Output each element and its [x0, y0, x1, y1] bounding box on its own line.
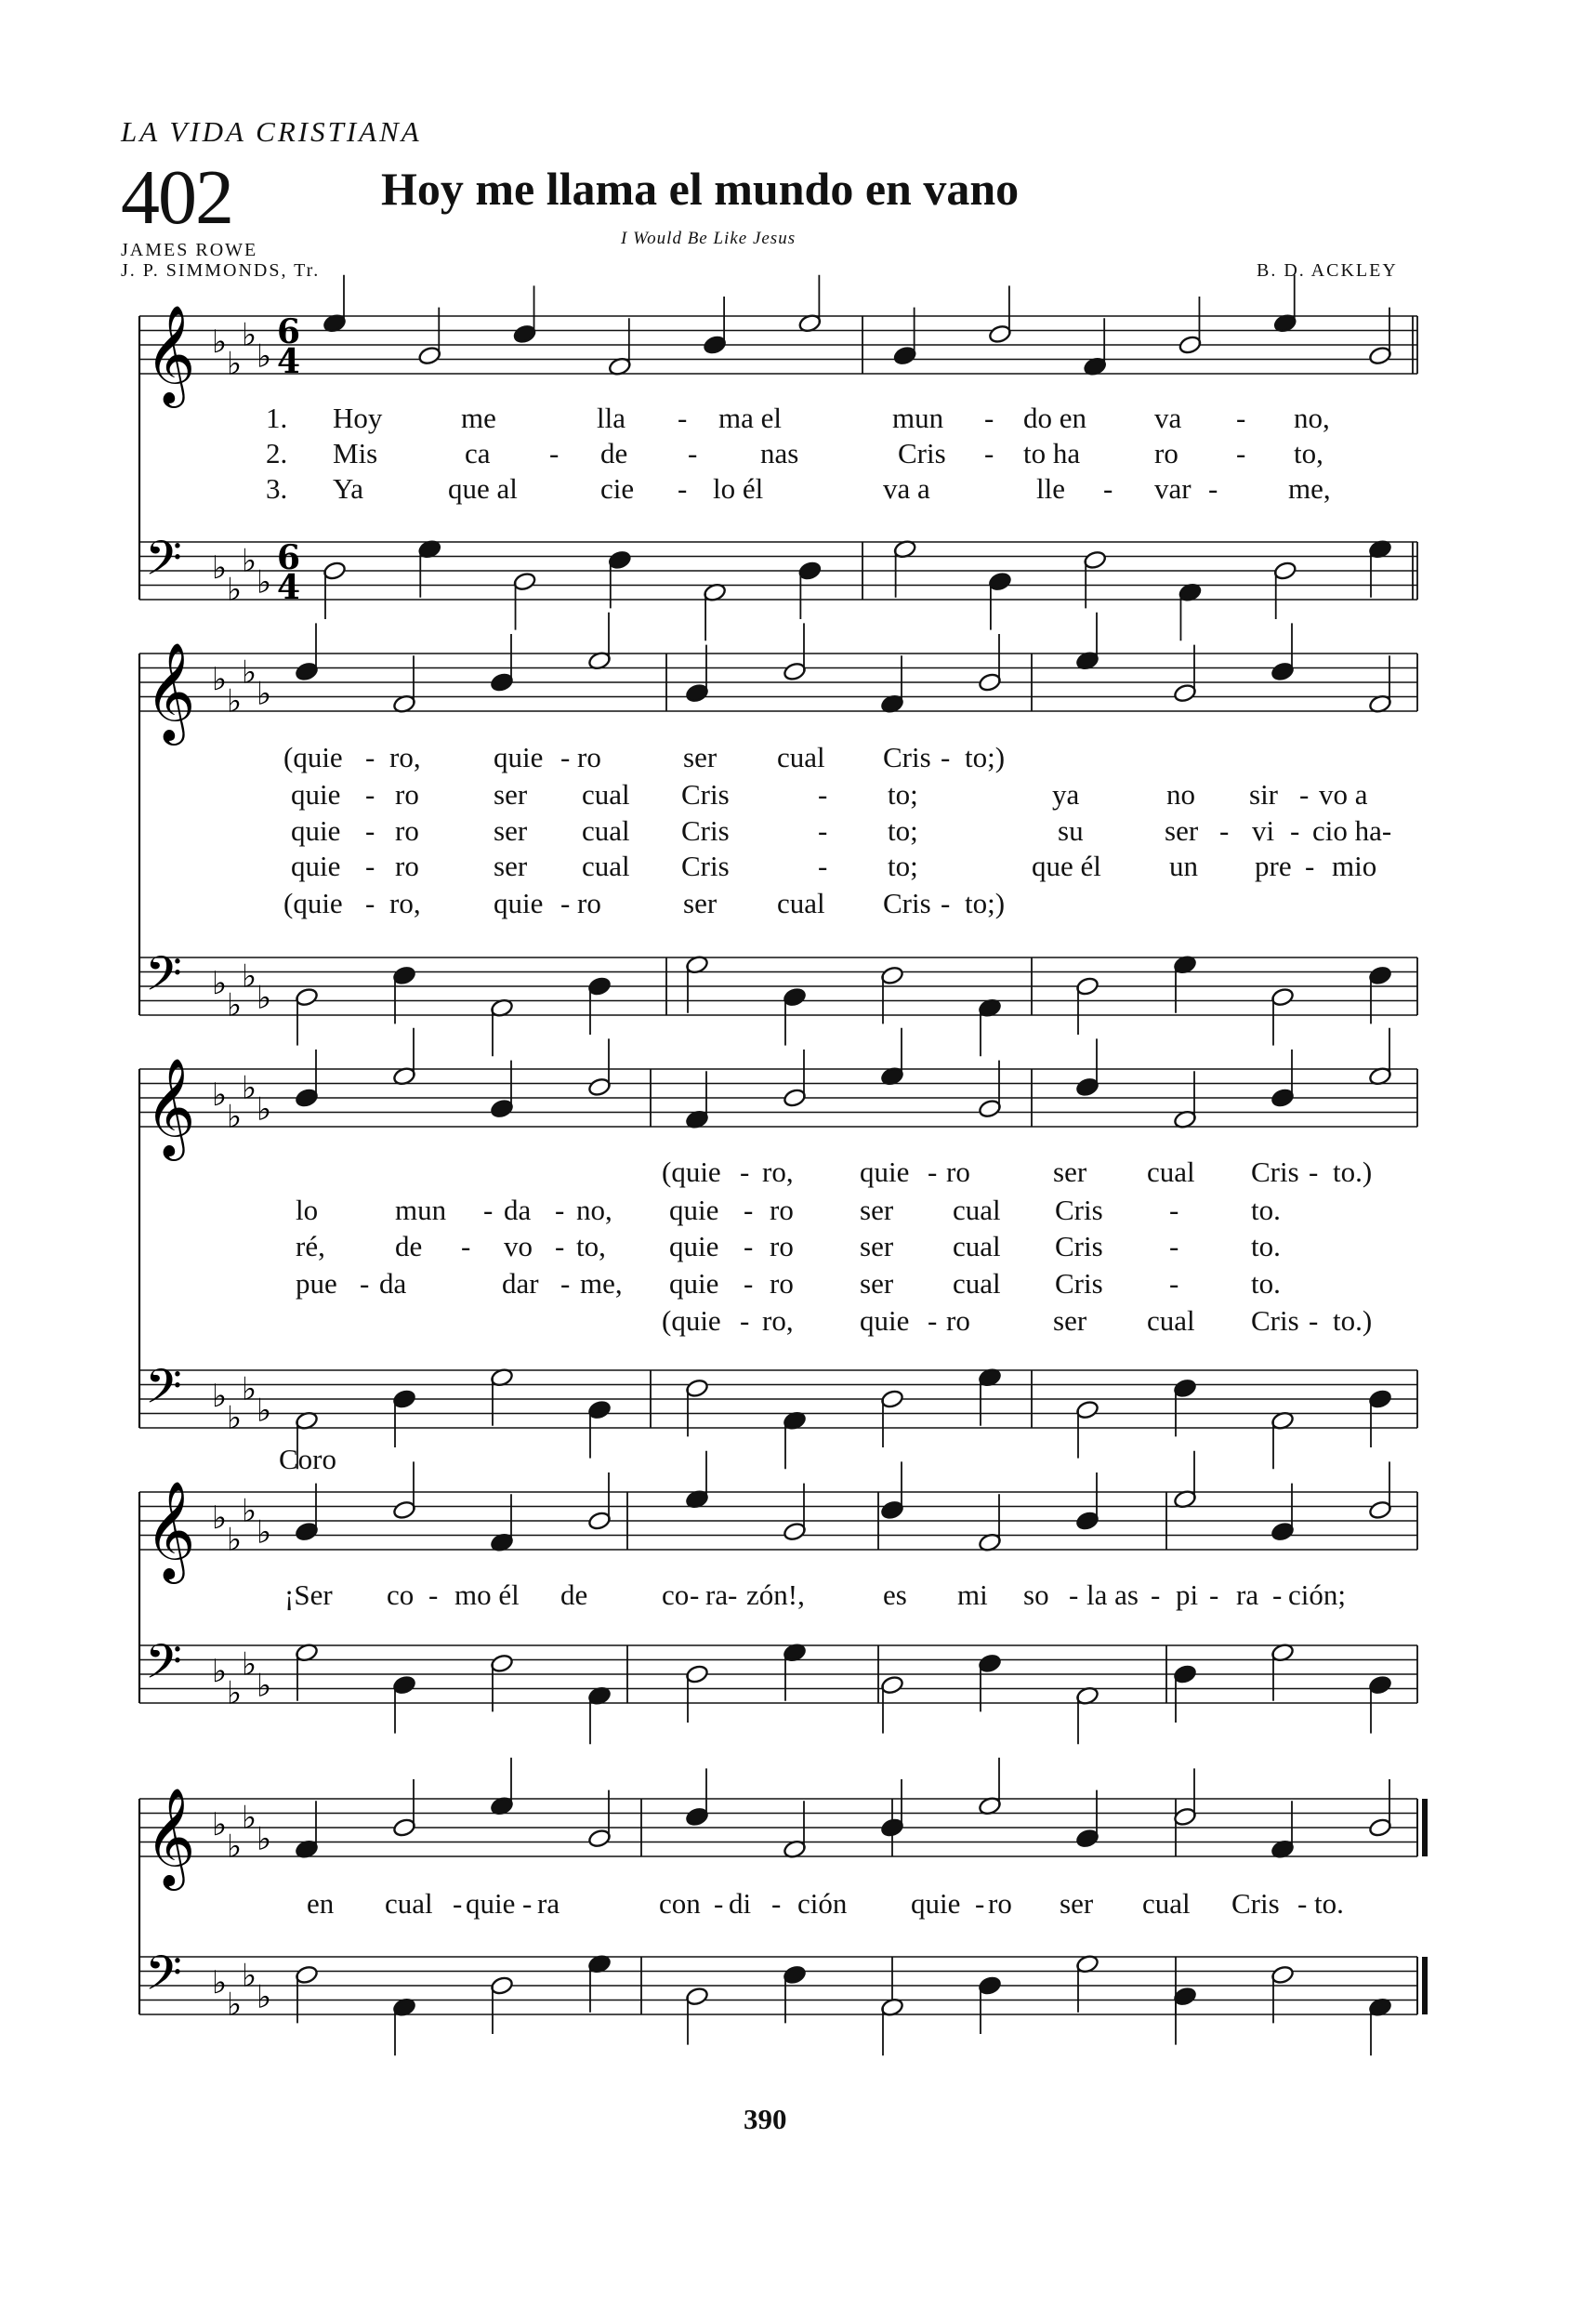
lyric-syllable: cual: [953, 1230, 1001, 1262]
lyric-syllable: -: [984, 402, 994, 434]
lyric-syllable: -: [1290, 814, 1300, 847]
flat-sign-icon: ♭: [212, 1806, 228, 1843]
lyric-syllable: Ya: [333, 472, 364, 505]
lyric-syllable: pue: [296, 1267, 337, 1300]
lyric-syllable: quie: [494, 741, 544, 773]
lyric-syllable: -: [714, 1887, 724, 1920]
lyric-syllable: va: [1154, 402, 1182, 434]
flat-sign-icon: ♭: [227, 1098, 243, 1136]
lyric-syllable: quie: [860, 1155, 910, 1188]
lyric-syllable: ro,: [762, 1304, 794, 1337]
lyric-syllable: -: [941, 741, 951, 773]
lyric-syllable: quie: [291, 814, 341, 847]
flat-sign-icon: ♭: [242, 1492, 257, 1530]
time-signature-bottom: 4: [277, 342, 301, 381]
lyric-syllable: ro: [946, 1155, 970, 1188]
lyric-syllable: to ha: [1023, 437, 1081, 469]
lyric-syllable: lo él: [713, 472, 764, 505]
lyric-syllable: ra: [705, 1578, 729, 1611]
lyric-syllable: mo él: [454, 1578, 520, 1611]
flat-sign-icon: ♭: [257, 563, 272, 601]
lyric-syllable: con: [659, 1887, 701, 1920]
flat-sign-icon: ♭: [212, 1499, 228, 1537]
flat-sign-icon: ♭: [212, 965, 228, 1002]
lyric-syllable: da: [379, 1267, 407, 1300]
lyric-syllable: quie: [466, 1887, 516, 1920]
lyric-syllable: -: [549, 437, 560, 469]
lyric-syllable: quie: [291, 850, 341, 882]
flat-sign-icon: ♭: [242, 1069, 257, 1107]
translator-credit: J. P. SIMMONDS, Tr.: [121, 260, 321, 281]
lyric-syllable: va a: [883, 472, 930, 505]
lyric-syllable: so: [1023, 1578, 1049, 1611]
lyric-syllable: de: [395, 1230, 423, 1262]
lyric-syllable: nas: [760, 437, 799, 469]
lyric-syllable: Cris: [1055, 1194, 1103, 1226]
lyric-syllable: cual: [1147, 1304, 1195, 1337]
lyric-syllable: 3.: [266, 472, 288, 505]
lyric-syllable: Cris: [1055, 1230, 1103, 1262]
lyric-syllable: no,: [576, 1194, 612, 1226]
bass-clef-icon: 𝄢: [145, 1944, 182, 2013]
lyric-syllable: lle: [1036, 472, 1065, 505]
lyric-syllable: ro: [577, 741, 601, 773]
lyric-syllable: -: [1169, 1194, 1179, 1226]
lyric-syllable: -: [560, 741, 571, 773]
lyric-syllable: ser: [860, 1230, 894, 1262]
lyric-syllable: -: [678, 402, 688, 434]
lyric-syllable: -: [555, 1230, 565, 1262]
lyric-syllable: ré,: [296, 1230, 325, 1262]
lyric-syllable: -: [1169, 1230, 1179, 1262]
lyric-syllable: co: [387, 1578, 415, 1611]
lyric-syllable: de: [560, 1578, 588, 1611]
lyric-syllable: no,: [1294, 402, 1330, 434]
lyric-syllable: ser: [1053, 1155, 1087, 1188]
lyric-syllable: ser: [683, 741, 718, 773]
lyric-syllable: -: [461, 1230, 471, 1262]
lyric-syllable: to.: [1251, 1267, 1281, 1300]
lyric-syllable: -: [1151, 1578, 1161, 1611]
lyric-syllable: ro,: [389, 887, 421, 919]
chorus-label: Coro: [279, 1443, 336, 1475]
lyric-syllable: un: [1169, 850, 1198, 882]
lyric-syllable: Cris: [681, 850, 730, 882]
lyric-syllable: lla: [597, 402, 625, 434]
flat-sign-icon: ♭: [212, 1964, 228, 2001]
lyric-syllable: -: [1236, 437, 1246, 469]
lyric-syllable: da: [504, 1194, 532, 1226]
lyric-syllable: to;): [965, 741, 1006, 773]
flat-sign-icon: ♭: [212, 1378, 228, 1415]
flat-sign-icon: ♭: [242, 542, 257, 580]
lyric-syllable: quie: [291, 778, 341, 811]
hymn-title: Hoy me llama el mundo en vano: [381, 163, 1020, 215]
flat-sign-icon: ♭: [227, 1521, 243, 1559]
lyric-syllable: -: [740, 1304, 750, 1337]
flat-sign-icon: ♭: [242, 957, 257, 996]
lyric-syllable: ser: [1165, 814, 1199, 847]
lyric-syllable: su: [1058, 814, 1084, 847]
lyric-syllable: mun: [892, 402, 944, 434]
lyric-syllable: Cris: [681, 778, 730, 811]
lyric-syllable: pre: [1255, 850, 1292, 882]
lyric-syllable: to,: [1294, 437, 1323, 469]
lyric-syllable: (quie: [283, 741, 343, 773]
lyric-syllable: me,: [580, 1267, 623, 1300]
flat-sign-icon: ♭: [242, 1799, 257, 1837]
lyric-syllable: 2.: [266, 437, 288, 469]
lyric-syllable: ro: [770, 1267, 794, 1300]
flat-sign-icon: ♭: [227, 571, 243, 609]
lyric-syllable: -: [1299, 778, 1310, 811]
lyric-syllable: cual: [582, 850, 630, 882]
lyric-syllable: cual: [582, 778, 630, 811]
lyric-syllable: -: [453, 1887, 463, 1920]
hymn-number: 402: [121, 154, 232, 241]
lyric-syllable: cual: [582, 814, 630, 847]
lyric-syllable: la as: [1086, 1578, 1139, 1611]
lyric-syllable: Cris: [1055, 1267, 1103, 1300]
lyric-syllable: Cris: [898, 437, 946, 469]
lyric-syllable: ro,: [389, 741, 421, 773]
lyric-syllable: -: [365, 887, 375, 919]
treble-clef-icon: 𝄞: [145, 1787, 196, 1886]
flat-sign-icon: ♭: [257, 1513, 272, 1552]
lyric-syllable: Cris: [883, 741, 931, 773]
flat-sign-icon: ♭: [257, 1667, 272, 1705]
time-signature-top: 6: [277, 312, 301, 351]
lyric-syllable: Mis: [333, 437, 378, 469]
lyric-syllable: Hoy: [333, 402, 383, 434]
flat-sign-icon: ♭: [257, 337, 272, 376]
lyric-syllable: -: [928, 1155, 938, 1188]
flat-sign-icon: ♭: [227, 682, 243, 720]
lyric-syllable: zón!,: [746, 1578, 805, 1611]
lyric-syllable: quie: [494, 887, 544, 919]
lyric-syllable: -: [818, 814, 828, 847]
treble-clef-icon: 𝄞: [145, 304, 196, 403]
lyric-syllable: Cris: [883, 887, 931, 919]
flat-sign-icon: ♭: [227, 986, 243, 1024]
hymn-subtitle: I Would Be Like Jesus: [621, 229, 797, 248]
lyric-syllable: -: [744, 1267, 754, 1300]
lyric-syllable: -: [688, 437, 698, 469]
lyric-syllable: ro,: [762, 1155, 794, 1188]
lyric-syllable: ser: [494, 850, 528, 882]
flat-sign-icon: ♭: [227, 1674, 243, 1712]
lyric-syllable: to.: [1251, 1230, 1281, 1262]
flat-sign-icon: ♭: [257, 1820, 272, 1858]
lyric-syllable: ro: [1154, 437, 1178, 469]
lyric-syllable: cio ha-: [1312, 814, 1392, 847]
bass-clef-icon: 𝄢: [145, 1632, 182, 1701]
treble-clef-icon: 𝄞: [145, 1057, 196, 1156]
lyric-syllable: ra: [1236, 1578, 1259, 1611]
lyric-syllable: ro: [770, 1194, 794, 1226]
lyric-syllable: -: [1272, 1578, 1283, 1611]
lyric-syllable: -: [1309, 1155, 1319, 1188]
lyric-syllable: mun: [395, 1194, 447, 1226]
lyric-syllable: ro: [946, 1304, 970, 1337]
lyric-syllable: ción: [797, 1887, 848, 1920]
lyric-syllable: cual: [1142, 1887, 1191, 1920]
lyric-syllable: ser: [494, 778, 528, 811]
lyric-syllable: co: [662, 1578, 690, 1611]
lyric-syllable: di: [729, 1887, 752, 1920]
lyric-syllable: -: [1209, 1578, 1219, 1611]
lyric-syllable: Cris: [1251, 1304, 1299, 1337]
lyric-syllable: -: [365, 850, 375, 882]
lyric-syllable: ser: [683, 887, 718, 919]
lyric-syllable: -: [1169, 1267, 1179, 1300]
lyric-syllable: to;: [888, 850, 918, 882]
lyric-syllable: to.: [1251, 1194, 1281, 1226]
page-number: 390: [744, 2103, 787, 2135]
flat-sign-icon: ♭: [227, 1986, 243, 2024]
lyric-syllable: -: [483, 1194, 494, 1226]
flat-sign-icon: ♭: [227, 1399, 243, 1437]
lyric-syllable: -: [744, 1194, 754, 1226]
lyric-syllable: quie: [860, 1304, 910, 1337]
lyric-syllable: me,: [1288, 472, 1331, 505]
lyric-syllable: que al: [448, 472, 518, 505]
lyric-syllable: -: [941, 887, 951, 919]
lyric-syllable: en: [307, 1887, 335, 1920]
lyric-syllable: ser: [860, 1194, 894, 1226]
bass-clef-icon: 𝄢: [145, 529, 182, 598]
lyric-syllable: ser: [494, 814, 528, 847]
lyric-syllable: -: [1208, 472, 1218, 505]
lyric-syllable: ya: [1052, 778, 1080, 811]
lyric-syllable: quie: [669, 1267, 719, 1300]
flat-sign-icon: ♭: [227, 1828, 243, 1866]
bass-clef-icon: 𝄢: [145, 944, 182, 1013]
lyric-syllable: to.): [1333, 1155, 1373, 1188]
lyric-syllable: de: [600, 437, 628, 469]
lyric-syllable: quie: [911, 1887, 961, 1920]
flat-sign-icon: ♭: [212, 549, 228, 587]
lyric-syllable: 1.: [266, 402, 288, 434]
lyric-syllable: -: [728, 1578, 738, 1611]
lyric-syllable: -: [522, 1887, 533, 1920]
lyric-syllable: (quie: [662, 1304, 721, 1337]
lyric-syllable: ro: [395, 814, 419, 847]
flat-sign-icon: ♭: [212, 324, 228, 361]
flat-sign-icon: ♭: [242, 1370, 257, 1408]
lyric-syllable: vo a: [1319, 778, 1368, 811]
lyric-syllable: -: [1236, 402, 1246, 434]
lyric-syllable: quie: [669, 1230, 719, 1262]
flat-sign-icon: ♭: [212, 1653, 228, 1690]
lyric-syllable: ro: [988, 1887, 1012, 1920]
lyric-syllable: cie: [600, 472, 635, 505]
lyric-syllable: -: [360, 1267, 370, 1300]
lyric-syllable: -: [818, 778, 828, 811]
lyric-syllable: -: [555, 1194, 565, 1226]
lyric-syllable: -: [690, 1578, 700, 1611]
lyric-syllable: -: [740, 1155, 750, 1188]
lyric-syllable: no: [1166, 778, 1195, 811]
lyric-syllable: es: [883, 1578, 907, 1611]
flat-sign-icon: ♭: [242, 1645, 257, 1684]
lyric-syllable: -: [1219, 814, 1230, 847]
flat-sign-icon: ♭: [242, 316, 257, 354]
author-credit: JAMES ROWE: [121, 240, 258, 260]
flat-sign-icon: ♭: [257, 1392, 272, 1430]
lyric-syllable: cual: [385, 1887, 433, 1920]
lyric-syllable: to.): [1333, 1304, 1373, 1337]
lyric-syllable: -: [1309, 1304, 1319, 1337]
lyric-syllable: ción;: [1288, 1578, 1346, 1611]
lyric-syllable: (quie: [662, 1155, 721, 1188]
lyric-syllable: -: [1297, 1887, 1308, 1920]
lyric-syllable: cual: [953, 1267, 1001, 1300]
treble-clef-icon: 𝄞: [145, 1480, 196, 1579]
lyric-syllable: cual: [1147, 1155, 1195, 1188]
lyric-syllable: pi: [1176, 1578, 1199, 1611]
lyric-syllable: mio: [1332, 850, 1377, 882]
lyric-syllable: ser: [860, 1267, 894, 1300]
lyric-syllable: -: [975, 1887, 985, 1920]
lyric-syllable: var: [1154, 472, 1192, 505]
lyric-syllable: -: [1305, 850, 1315, 882]
lyric-syllable: vo: [504, 1230, 533, 1262]
lyric-syllable: mi: [957, 1578, 988, 1611]
lyric-syllable: dar: [502, 1267, 539, 1300]
lyric-syllable: ra: [537, 1887, 560, 1920]
lyric-syllable: ro: [395, 850, 419, 882]
flat-sign-icon: ♭: [212, 1076, 228, 1114]
flat-sign-icon: ♭: [257, 675, 272, 713]
lyric-syllable: -: [1069, 1578, 1079, 1611]
treble-clef-icon: 𝄞: [145, 641, 196, 741]
lyric-syllable: -: [428, 1578, 439, 1611]
lyric-syllable: sir: [1249, 778, 1278, 811]
flat-sign-icon: ♭: [257, 979, 272, 1017]
lyric-syllable: vi: [1252, 814, 1275, 847]
lyric-syllable: cual: [953, 1194, 1001, 1226]
lyric-syllable: do en: [1023, 402, 1087, 434]
lyric-syllable: ca: [465, 437, 491, 469]
lyric-syllable: me: [461, 402, 496, 434]
lyric-syllable: -: [818, 850, 828, 882]
lyric-syllable: -: [984, 437, 994, 469]
lyric-syllable: Cris: [681, 814, 730, 847]
lyric-syllable: ro: [770, 1230, 794, 1262]
lyric-syllable: -: [560, 887, 571, 919]
lyric-syllable: ro: [577, 887, 601, 919]
bass-clef-icon: 𝄢: [145, 1357, 182, 1426]
flat-sign-icon: ♭: [212, 661, 228, 698]
lyric-syllable: -: [560, 1267, 571, 1300]
lyric-syllable: Cris: [1231, 1887, 1280, 1920]
lyric-syllable: (quie: [283, 887, 343, 919]
time-signature-top: 6: [277, 538, 301, 577]
lyric-syllable: lo: [296, 1194, 319, 1226]
lyric-syllable: to.: [1314, 1887, 1344, 1920]
lyric-syllable: que él: [1032, 850, 1101, 882]
lyric-syllable: ro: [395, 778, 419, 811]
flat-sign-icon: ♭: [257, 1090, 272, 1129]
lyric-syllable: cual: [777, 741, 825, 773]
flat-sign-icon: ♭: [227, 345, 243, 383]
lyric-syllable: ser: [1060, 1887, 1094, 1920]
time-signature-bottom: 4: [277, 568, 301, 607]
lyric-syllable: -: [365, 814, 375, 847]
lyric-syllable: -: [771, 1887, 782, 1920]
flat-sign-icon: ♭: [242, 654, 257, 692]
section-heading: LA VIDA CRISTIANA: [121, 115, 422, 148]
lyric-syllable: -: [365, 741, 375, 773]
lyric-syllable: to,: [576, 1230, 606, 1262]
lyric-syllable: cual: [777, 887, 825, 919]
composer-credit: B. D. ACKLEY: [1257, 260, 1398, 281]
flat-sign-icon: ♭: [242, 1957, 257, 1995]
lyric-syllable: -: [928, 1304, 938, 1337]
flat-sign-icon: ♭: [257, 1978, 272, 2016]
lyric-syllable: -: [744, 1230, 754, 1262]
lyric-syllable: ser: [1053, 1304, 1087, 1337]
lyric-syllable: ma el: [718, 402, 782, 434]
lyric-syllable: to;: [888, 778, 918, 811]
lyric-syllable: -: [1103, 472, 1113, 505]
lyric-syllable: to;): [965, 887, 1006, 919]
lyric-syllable: quie: [669, 1194, 719, 1226]
lyric-syllable: ¡Ser: [284, 1578, 333, 1611]
lyric-syllable: -: [365, 778, 375, 811]
lyric-syllable: -: [678, 472, 688, 505]
lyric-syllable: to;: [888, 814, 918, 847]
lyric-syllable: Cris: [1251, 1155, 1299, 1188]
